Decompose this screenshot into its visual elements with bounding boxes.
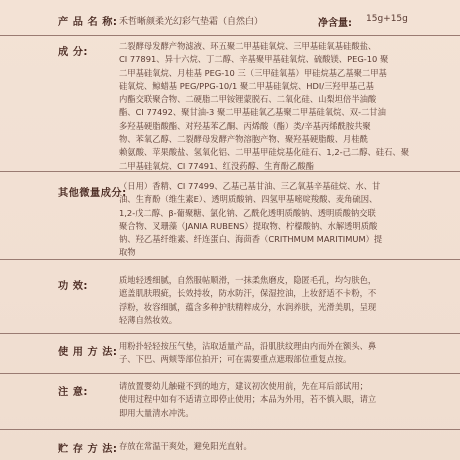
ingredients-row [0,36,460,172]
ingredients-line: 二裂酵母发酵产物滤液、环五聚二甲基硅氧烷、三甲基硅氧基硅酸盐、 [119,41,377,51]
other-ingredients-row [0,172,460,260]
ingredients-text [119,40,431,173]
ingredients-line: 赖氨酸、苹果酸盐、氢氧化铝、二甲基甲硅烷基化硅石、1,2-己二醇、硅石、聚 [119,147,409,158]
ingredients-line: 酯、CI 77492、聚甘油-3 聚二甲基硅氧乙基聚二甲基硅氧烷、双-二甘油 [119,107,386,118]
ingredients-line: 多羟基硬脂酸酯、对羟基苯乙酮、丙烯酸（酯）类/辛基丙烯酰胺共聚 [119,120,371,131]
storage-label: 贮 存 方 法: [58,444,118,455]
other-ingredients-line: 钠、羟乙基纤维素、纤连蛋白、海茴香（CRITHMUM MARITIMUM）提 [119,234,383,245]
effect-row [0,260,460,334]
notes-text [119,380,431,420]
usage-text [119,340,431,367]
effect-line: 遮盖肌肤瑕疵，长效持妆，防水防汗，保湿控油，上妆舒适不卡粉，不 [119,288,377,299]
product-name-value: 禾哲晰颜柔光幻彩气垫霜（自然白） [119,17,264,27]
ingredients-line: CI 77891、异十六烷、丁二醇、辛基聚甲基硅氧烷、硫酸镁、PEG-10 聚 [119,54,389,65]
ingredients-line: 物、苯氧乙醇、二裂酵母发酵产物溶胞产物、聚羟基硬脂酸、月桂酰 [119,134,368,145]
ingredients-label: 成 分: [58,47,88,58]
notes-line: 即用大量清水冲洗。 [119,407,194,418]
notes-line: 请放置婴幼儿触碰不到的地方，建议初次使用前，先在耳后部试用； [119,381,368,391]
product-name-label: 产 品 名 称: [58,17,118,28]
effect-text [119,274,431,327]
storage-row [0,430,460,460]
other-ingredients-label: 其他微量成分: [58,188,127,199]
storage-text [119,440,431,453]
usage-row [0,334,460,374]
product-name-row [0,0,460,36]
notes-label: 注 意: [58,387,88,398]
other-ingredients-line: （日用）香精、CI 77499、乙基己基甘油、三乙氧基辛基硅烷、水、甘 [119,181,381,191]
ingredients-line: 硅氧烷、鲸蜡基 PEG/PPG-10/1 聚二甲基硅氧烷、HDI/三羟甲基己基 [119,80,374,91]
other-ingredients-line: 聚合物、叉珊藻（JANIA RUBENS）提取物、柠檬酸钠、水解透明质酸 [119,220,378,231]
ingredients-line: 二甲基硅氧烷、CI 77491、红没药醇、生育酚乙酸酯 [119,160,314,171]
usage-label: 使 用 方 法: [58,347,118,358]
ingredients-line: 二甲基硅氧烷、月桂基 PEG-10 三（三甲硅氧基）甲硅烷基乙基聚二甲基 [119,67,387,78]
other-ingredients-line: 取物 [119,247,136,258]
usage-line: 用粉扑轻轻按压气垫，沾取适量产品，沿肌肤纹理由内而外在额头、鼻 [119,341,377,351]
other-ingredients-line: 油、生育酚（维生素E）、透明质酸钠、四氢甲基嘧啶羧酸、麦角硫因、 [119,194,378,205]
other-ingredients-text [119,180,431,260]
effect-label: 功 效: [58,281,88,292]
usage-line: 子、下巴、两颊等部位拍开；可在需要重点遮瑕部位重复点按。 [119,354,352,365]
storage-value: 存放在常温干爽处，避免阳光直射。 [119,441,252,451]
net-content-label: 净含量: [318,18,352,29]
other-ingredients-line: 1,2-戊二醇、β-葡聚糖、氯化钠、乙酰化透明质酸钠、透明质酸钠交联 [119,207,376,218]
notes-line: 使用过程中如有不适请立即停止使用；本品为外用，若不慎入眼，请立 [119,394,377,405]
net-content-value: 15g+15g [366,14,408,24]
effect-line: 浮粉，妆容细腻，蕴含多种护肤精粹成分，水润养肤，光滑美肌，呈现 [119,301,377,312]
effect-line: 质地轻透细腻，自然服帖顺滑，一抹柔焦磨皮，隐匿毛孔，均匀肤色， [119,275,377,285]
notes-row [0,374,460,430]
ingredients-line: 内酯交联聚合物、二硬脂二甲铵锂蒙脱石、二氧化硅、山梨坦倍半油酸 [119,94,377,105]
effect-line: 轻薄自然妆效。 [119,314,178,325]
